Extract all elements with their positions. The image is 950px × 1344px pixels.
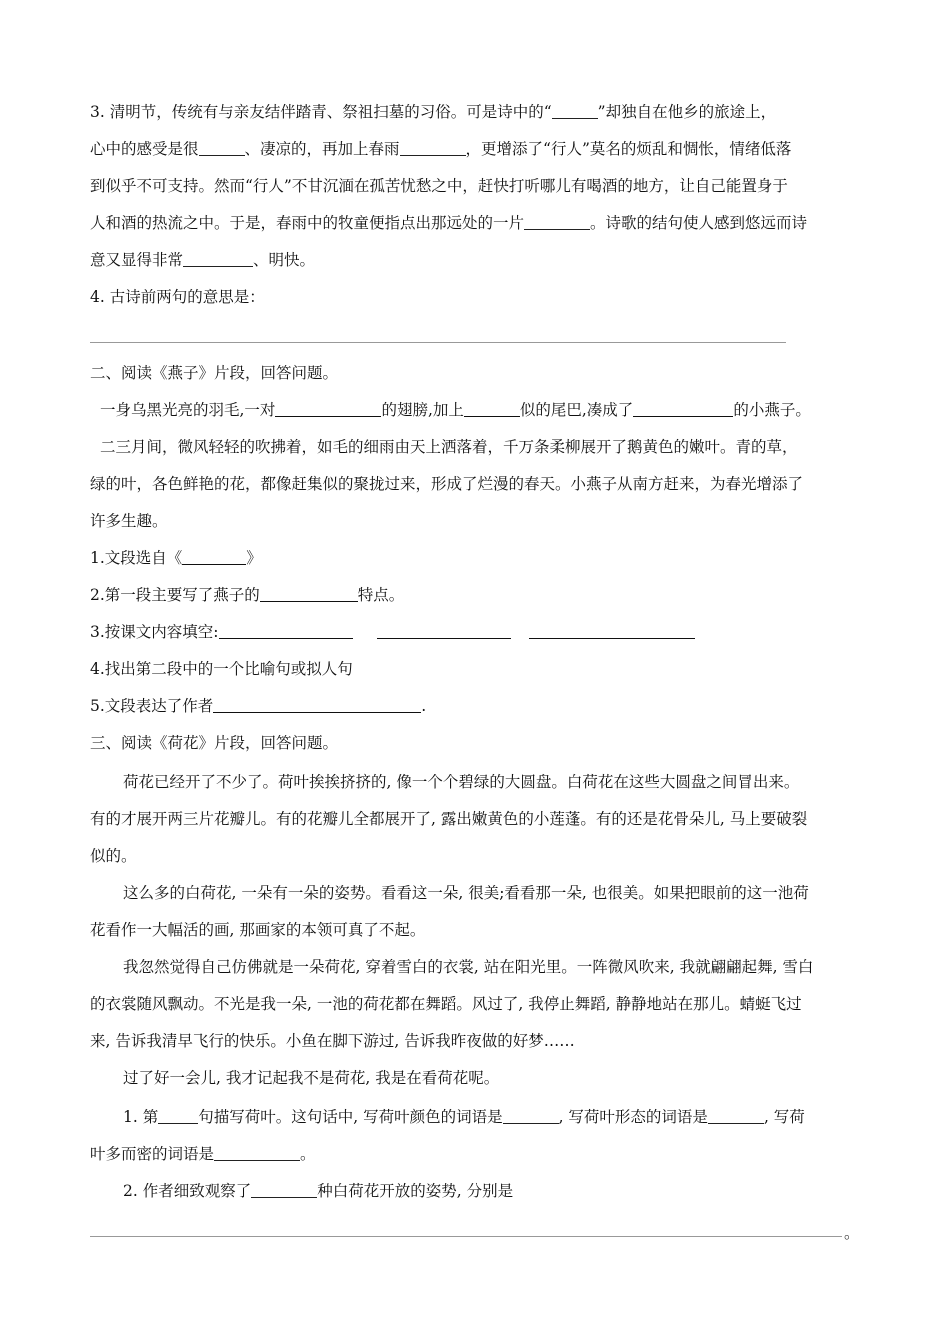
lotus-q2-end: 。 (844, 1224, 860, 1242)
lotus-p1-line-1: 荷花已经开了不少了。荷叶挨挨挤挤的, 像一个个碧绿的大圆盘。白荷花在这些大圆盘之间冒出来。 (123, 773, 800, 791)
answer-blank[interactable] (503, 1108, 559, 1124)
answer-blank[interactable] (213, 697, 421, 713)
answer-blank[interactable] (708, 1108, 764, 1124)
lotus-p3-line-1: 我忽然觉得自己仿佛就是一朵荷花, 穿着雪白的衣裳, 站在阳光里。一阵微风吹来, 我就翩翩起舞, 雪白 (123, 958, 814, 976)
swallow-q1: 1.文段选自《 》 (90, 549, 262, 567)
answer-blank[interactable] (260, 586, 358, 602)
swallow-p2-line-2: 绿的叶，各色鲜艳的花，都像赶集似的聚拢过来，形成了烂漫的春天。小燕子从南方赶来，为春光增添了 (90, 475, 804, 493)
lotus-p1-line-2: 有的才展开两三片花瓣儿。有的花瓣儿全都展开了, 露出嫩黄色的小莲蓬。有的还是花骨朵儿, 马上要破裂 (90, 810, 808, 828)
swallow-q5: 5.文段表达了作者 . (90, 697, 427, 715)
lotus-p4: 过了好一会儿, 我才记起我不是荷花, 我是在看荷花呢。 (123, 1069, 500, 1087)
answer-line[interactable] (90, 342, 786, 343)
poem-q3-line-2: 心中的感受是很 、凄凉的，再加上春雨 ，更增添了“行人”莫名的烦乱和惆怅，情绪低落 (90, 140, 792, 158)
answer-blank[interactable] (524, 214, 590, 230)
poem-q3-line-1: 3. 清明节，传统有与亲友结伴踏青、祭祖扫墓的习俗。可是诗中的“ ”却独自在他乡的旅途上， (90, 103, 777, 121)
lotus-q1-line-2: 叶多而密的词语是 。 (90, 1145, 316, 1163)
answer-blank[interactable] (275, 401, 381, 417)
swallow-q4: 4.找出第二段中的一个比喻句或拟人句 (90, 660, 353, 678)
lotus-heading: 三、阅读《荷花》片段，回答问题。 (90, 734, 339, 752)
answer-blank[interactable] (400, 140, 466, 156)
lotus-p3-line-2: 的衣裳随风飘动。不光是我一朵, 一池的荷花都在舞蹈。风过了, 我停止舞蹈, 静静地站在那儿。蜻蜓飞过 (90, 995, 802, 1013)
swallow-p2-line-1: 二三月间，微风轻轻的吹拂着，如毛的细雨由天上洒落着，千万条柔柳展开了鹅黄色的嫩叶。青的草， (100, 438, 798, 456)
swallow-heading: 二、阅读《燕子》片段，回答问题。 (90, 364, 339, 382)
lotus-q2: 2. 作者细致观察了 种白荷花开放的姿势, 分别是 (123, 1182, 514, 1200)
lotus-p1-line-3: 似的。 (90, 847, 137, 865)
poem-q3-line-4: 人和酒的热流之中。于是，春雨中的牧童便指点出那远处的一片 。诗歌的结句使人感到悠远而诗 (90, 214, 808, 232)
answer-blank[interactable] (214, 1145, 300, 1161)
answer-blank[interactable] (377, 623, 511, 639)
answer-blank[interactable] (552, 103, 598, 119)
answer-blank[interactable] (251, 1182, 317, 1198)
answer-blank[interactable] (633, 401, 733, 417)
answer-blank[interactable] (199, 140, 245, 156)
swallow-p1: 一身乌黑光亮的羽毛,一对 的翅膀,加上 似的尾巴,凑成了 的小燕子。 (100, 401, 811, 419)
swallow-q3: 3.按课文内容填空: (90, 621, 695, 645)
swallow-q2: 2.第一段主要写了燕子的 特点。 (90, 586, 405, 604)
swallow-p2-line-3: 许多生趣。 (90, 512, 168, 530)
answer-blank[interactable] (183, 251, 253, 267)
answer-blank[interactable] (464, 401, 520, 417)
answer-blank[interactable] (182, 549, 246, 565)
poem-q3-line-5: 意又显得非常 、明快。 (90, 251, 316, 269)
answer-line[interactable] (90, 1236, 842, 1237)
lotus-p2-line-2: 花看作一大幅活的画, 那画家的本领可真了不起。 (90, 921, 426, 939)
poem-q3-line-3: 到似乎不可支持。然而“行人”不甘沉湎在孤苦忧愁之中，赶快打听哪儿有喝酒的地方，让自己能置身于 (90, 177, 788, 195)
lotus-p3-line-3: 来, 告诉我清早飞行的快乐。小鱼在脚下游过, 告诉我昨夜做的好梦…… (90, 1032, 575, 1050)
answer-blank[interactable] (158, 1108, 198, 1124)
answer-blank[interactable] (219, 623, 353, 639)
lotus-q1-line-1: 1. 第 句描写荷叶。这句话中, 写荷叶颜色的词语是 , 写荷叶形态的词语是 , 写荷 (123, 1108, 805, 1126)
poem-q4: 4. 古诗前两句的意思是： (90, 288, 265, 306)
answer-blank[interactable] (529, 623, 695, 639)
lotus-p2-line-1: 这么多的白荷花, 一朵有一朵的姿势。看看这一朵, 很美;看看那一朵, 也很美。如果把眼前的这一池荷 (123, 884, 809, 902)
